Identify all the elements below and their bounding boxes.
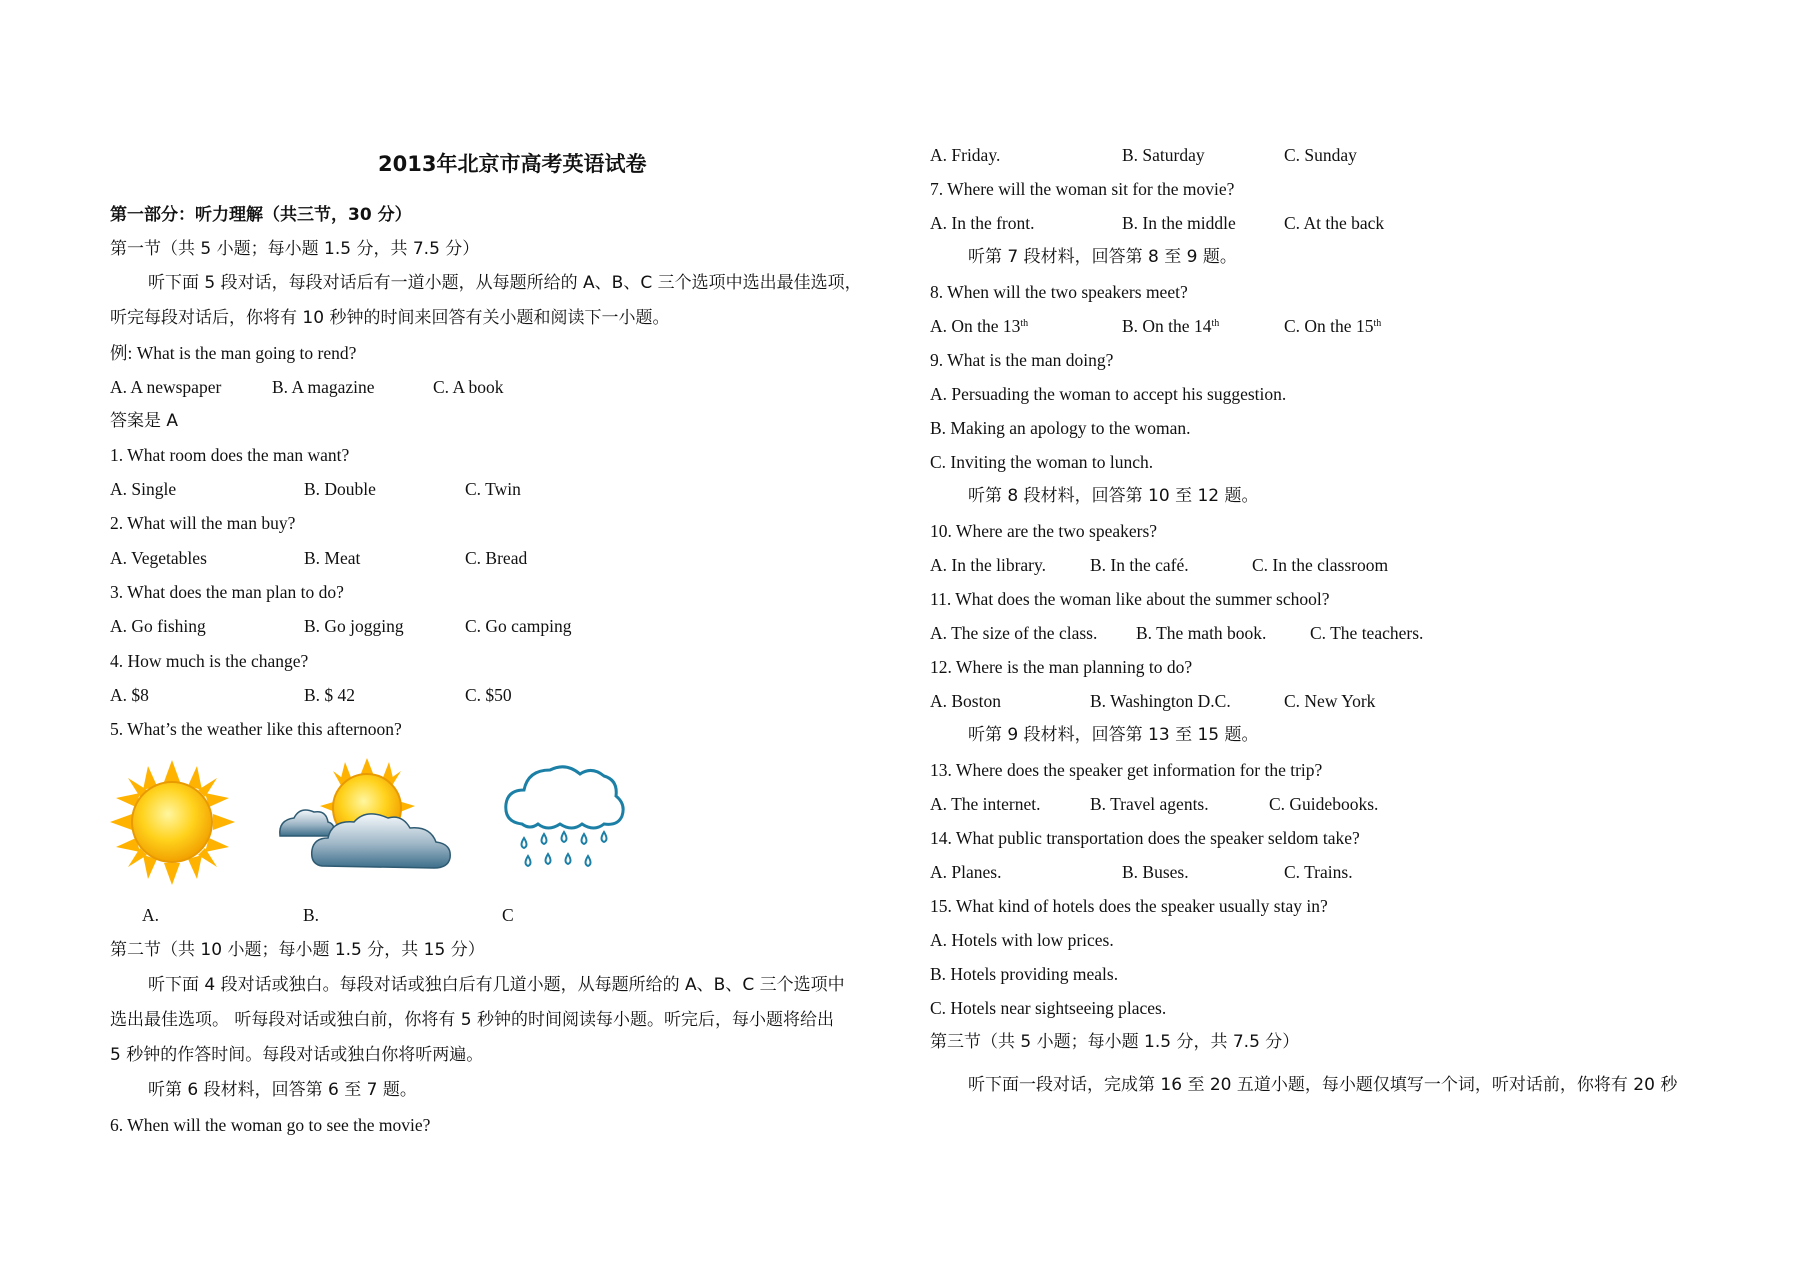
question-13: 13. Where does the speaker get information for the trip? <box>930 760 1323 780</box>
q2-option-a: A. Vegetables <box>110 548 207 568</box>
example-option-a: A. A newspaper <box>110 377 222 397</box>
q4-option-c: C. $50 <box>465 685 512 705</box>
q7-option-c: C. At the back <box>1284 213 1385 233</box>
q3-option-b: B. Go jogging <box>304 616 404 636</box>
q7-option-a: A. In the front. <box>930 213 1035 233</box>
q6-option-c: C. Sunday <box>1284 145 1357 165</box>
question-5: 5. What’s the weather like this afternoon? <box>110 719 402 739</box>
q15-option-a: A. Hotels with low prices. <box>930 930 1114 950</box>
section1-heading: 第一节（共 5 小题；每小题 1.5 分，共 7.5 分） <box>110 239 480 259</box>
q3-option-c: C. Go camping <box>465 616 572 636</box>
sun-icon <box>110 760 235 885</box>
section3-heading: 第三节（共 5 小题；每小题 1.5 分，共 7.5 分） <box>930 1032 1300 1052</box>
q13-option-a: A. The internet. <box>930 794 1041 814</box>
q14-option-a: A. Planes. <box>930 862 1002 882</box>
q12-option-c: C. New York <box>1284 691 1376 711</box>
q1-option-b: B. Double <box>304 479 376 499</box>
partly-cloudy-icon <box>270 758 460 873</box>
material-6-note: 听第 6 段材料，回答第 6 至 7 题。 <box>148 1080 417 1100</box>
part1-heading: 第一部分：听力理解（共三节，30 分） <box>110 205 412 225</box>
example-answer: 答案是 A <box>110 411 179 431</box>
q9-option-b: B. Making an apology to the woman. <box>930 418 1191 438</box>
example-question: 例: What is the man going to rend? <box>110 343 357 363</box>
q14-option-b: B. Buses. <box>1122 862 1189 882</box>
question-8: 8. When will the two speakers meet? <box>930 282 1188 302</box>
q15-option-b: B. Hotels providing meals. <box>930 964 1119 984</box>
question-15: 15. What kind of hotels does the speaker usually stay in? <box>930 896 1328 916</box>
question-14: 14. What public transportation does the speaker seldom take? <box>930 828 1360 848</box>
q8-option-a: A. On the 13th <box>930 316 1029 336</box>
q12-option-b: B. Washington D.C. <box>1090 691 1231 711</box>
q2-option-b: B. Meat <box>304 548 361 568</box>
question-11: 11. What does the woman like about the summer school? <box>930 589 1330 609</box>
question-2: 2. What will the man buy? <box>110 513 296 533</box>
q14-option-c: C. Trains. <box>1284 862 1353 882</box>
page-title: 2013年北京市高考英语试卷 <box>378 152 647 176</box>
q9-option-c: C. Inviting the woman to lunch. <box>930 452 1154 472</box>
q5-option-a: A. <box>142 905 160 925</box>
rain-cloud-icon <box>500 760 630 880</box>
section2-instruction-line3: 5 秒钟的作答时间。每段对话或独白你将听两遍。 <box>110 1045 484 1065</box>
q10-option-c: C. In the classroom <box>1252 555 1389 575</box>
q6-option-b: B. Saturday <box>1122 145 1205 165</box>
question-4: 4. How much is the change? <box>110 651 309 671</box>
question-6: 6. When will the woman go to see the movie? <box>110 1115 431 1135</box>
q13-option-c: C. Guidebooks. <box>1269 794 1379 814</box>
question-3: 3. What does the man plan to do? <box>110 582 344 602</box>
question-10: 10. Where are the two speakers? <box>930 521 1158 541</box>
q11-option-b: B. The math book. <box>1136 623 1267 643</box>
section2-instruction-line2: 选出最佳选项。 听每段对话或独白前，你将有 5 秒钟的时间阅读每小题。听完后，每小题将给出 <box>110 1010 835 1030</box>
q1-option-a: A. Single <box>110 479 177 499</box>
q1-option-c: C. Twin <box>465 479 521 499</box>
q10-option-b: B. In the café. <box>1090 555 1189 575</box>
section1-instruction-line1: 听下面 5 段对话，每段对话后有一道小题，从每题所给的 A、B、C 三个选项中选出最佳选项， <box>148 273 862 293</box>
q2-option-c: C. Bread <box>465 548 528 568</box>
example-option-c: C. A book <box>433 377 504 397</box>
question-7: 7. Where will the woman sit for the movie? <box>930 179 1235 199</box>
q7-option-b: B. In the middle <box>1122 213 1236 233</box>
q5-option-b: B. <box>303 905 320 925</box>
question-9: 9. What is the man doing? <box>930 350 1114 370</box>
q15-option-c: C. Hotels near sightseeing places. <box>930 998 1167 1018</box>
section2-instruction-line1: 听下面 4 段对话或独白。每段对话或独白后有几道小题，从每题所给的 A、B、C 三个选项中 <box>148 975 845 995</box>
example-option-b: B. A magazine <box>272 377 375 397</box>
q4-option-a: A. $8 <box>110 685 149 705</box>
q8-option-b: B. On the 14th <box>1122 316 1220 336</box>
material-7-note: 听第 7 段材料，回答第 8 至 9 题。 <box>968 247 1237 267</box>
q13-option-b: B. Travel agents. <box>1090 794 1209 814</box>
q12-option-a: A. Boston <box>930 691 1001 711</box>
question-12: 12. Where is the man planning to do? <box>930 657 1193 677</box>
q6-option-a: A. Friday. <box>930 145 1001 165</box>
q8-option-c: C. On the 15th <box>1284 316 1382 336</box>
q9-option-a: A. Persuading the woman to accept his suggestion. <box>930 384 1287 404</box>
material-8-note: 听第 8 段材料，回答第 10 至 12 题。 <box>968 486 1259 506</box>
material-9-note: 听第 9 段材料，回答第 13 至 15 题。 <box>968 725 1259 745</box>
section2-heading: 第二节（共 10 小题；每小题 1.5 分，共 15 分） <box>110 940 485 960</box>
q3-option-a: A. Go fishing <box>110 616 206 636</box>
q11-option-c: C. The teachers. <box>1310 623 1424 643</box>
q11-option-a: A. The size of the class. <box>930 623 1098 643</box>
section3-instruction-line1: 听下面一段对话，完成第 16 至 20 五道小题，每小题仅填写一个词，听对话前，你将有 20 秒 <box>968 1075 1678 1095</box>
section1-instruction-line2: 听完每段对话后，你将有 10 秒钟的时间来回答有关小题和阅读下一小题。 <box>110 308 670 328</box>
q4-option-b: B. $ 42 <box>304 685 356 705</box>
question-1: 1. What room does the man want? <box>110 445 350 465</box>
q10-option-a: A. In the library. <box>930 555 1046 575</box>
q5-option-c: C <box>502 905 514 925</box>
